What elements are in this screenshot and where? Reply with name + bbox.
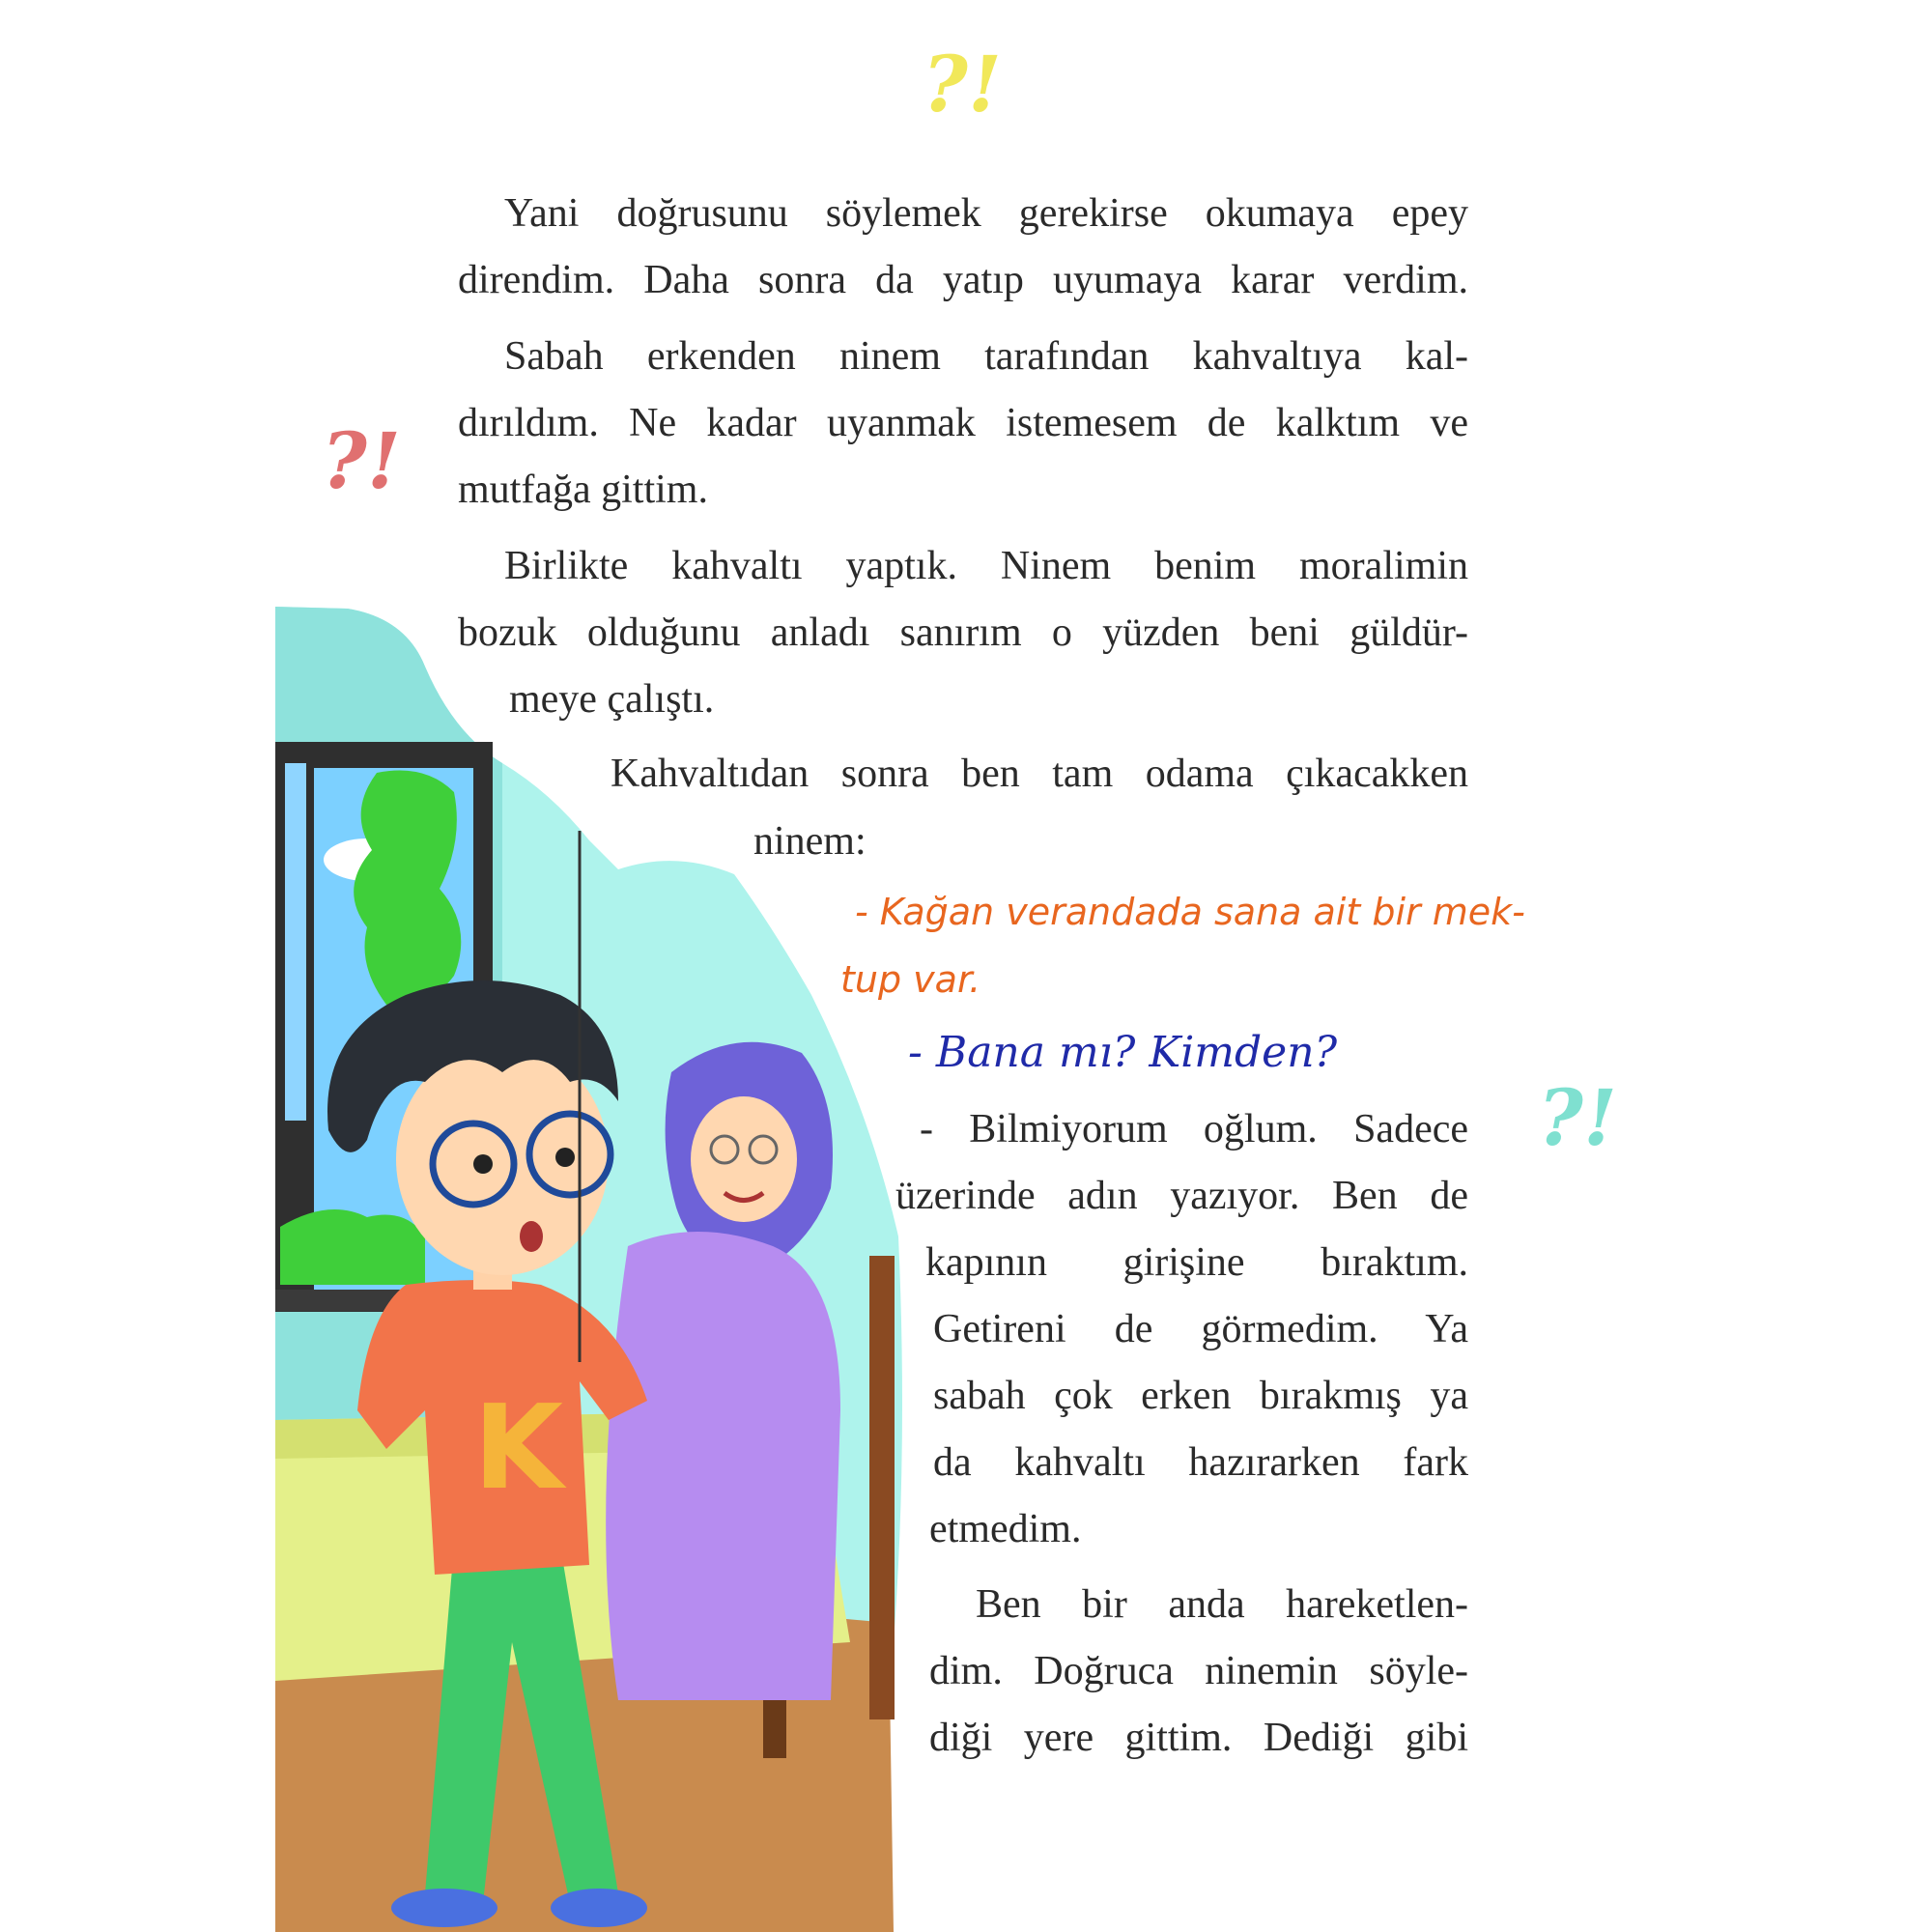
text-line: kapının girişine bıraktım. (925, 1240, 1468, 1285)
boy-mouth (520, 1221, 543, 1252)
tree-foliage-lower (280, 1209, 425, 1285)
chair-back (869, 1256, 895, 1719)
text-line: meye çalıştı. (509, 677, 715, 722)
left-question-exclamation-mark: ?! (322, 415, 401, 506)
dialogue-blue-line: - Bana mı? Kimden? (908, 1028, 1338, 1077)
top-question-exclamation-mark: ?! (923, 39, 1002, 129)
text-line: Sabah erkenden ninem tarafından kahvaltıya kal- (504, 334, 1468, 379)
boy-slipper-right (551, 1889, 647, 1927)
dialogue-orange-line: tup var. (840, 958, 981, 1001)
text-line: Ben bir anda hareketlen- (976, 1582, 1468, 1627)
text-line: Kahvaltıdan sonra ben tam odama çıkacakken (611, 752, 1468, 796)
text-line: direndim. Daha sonra da yatıp uyumaya karar verdim. (458, 258, 1468, 302)
dialogue-orange-line: - Kağan verandada sana ait bir mek- (855, 891, 1525, 933)
shirt-letter: K (473, 1381, 563, 1516)
text-line: ninem: (753, 819, 867, 864)
boy-eye-left (473, 1154, 493, 1174)
boy-eye-right (555, 1148, 575, 1167)
right-question-exclamation-mark: ?! (1538, 1072, 1617, 1163)
grandmother-dress (606, 1232, 840, 1700)
text-line: sabah çok erken bırakmış ya (933, 1374, 1468, 1418)
boy-slipper-left (391, 1889, 497, 1927)
text-line: mutfağa gittim. (458, 468, 708, 512)
text-line: Yani doğrusunu söylemek gerekirse okumaya epey (504, 191, 1468, 236)
text-line: üzerinde adın yazıyor. Ben de (895, 1174, 1468, 1218)
text-line: dim. Doğruca ninemin söyle- (929, 1649, 1468, 1693)
grandmother-face (691, 1096, 797, 1222)
text-line: etmedim. (929, 1507, 1082, 1551)
text-line: bozuk olduğunu anladı sanırım o yüzden beni güldür- (458, 611, 1468, 655)
text-line: diği yere gittim. Dediği gibi (929, 1716, 1468, 1760)
text-line: - Bilmiyorum oğlum. Sadece (920, 1107, 1468, 1151)
text-line: Getireni de görmedim. Ya (933, 1307, 1468, 1351)
text-line: da kahvaltı hazırarken fark (933, 1440, 1468, 1485)
text-line: dırıldım. Ne kadar uyanmak istemesem de kalktım ve (458, 401, 1468, 445)
window-glass-left (285, 763, 306, 1121)
text-line: Birlikte kahvaltı yaptık. Ninem benim moralimin (504, 544, 1468, 588)
